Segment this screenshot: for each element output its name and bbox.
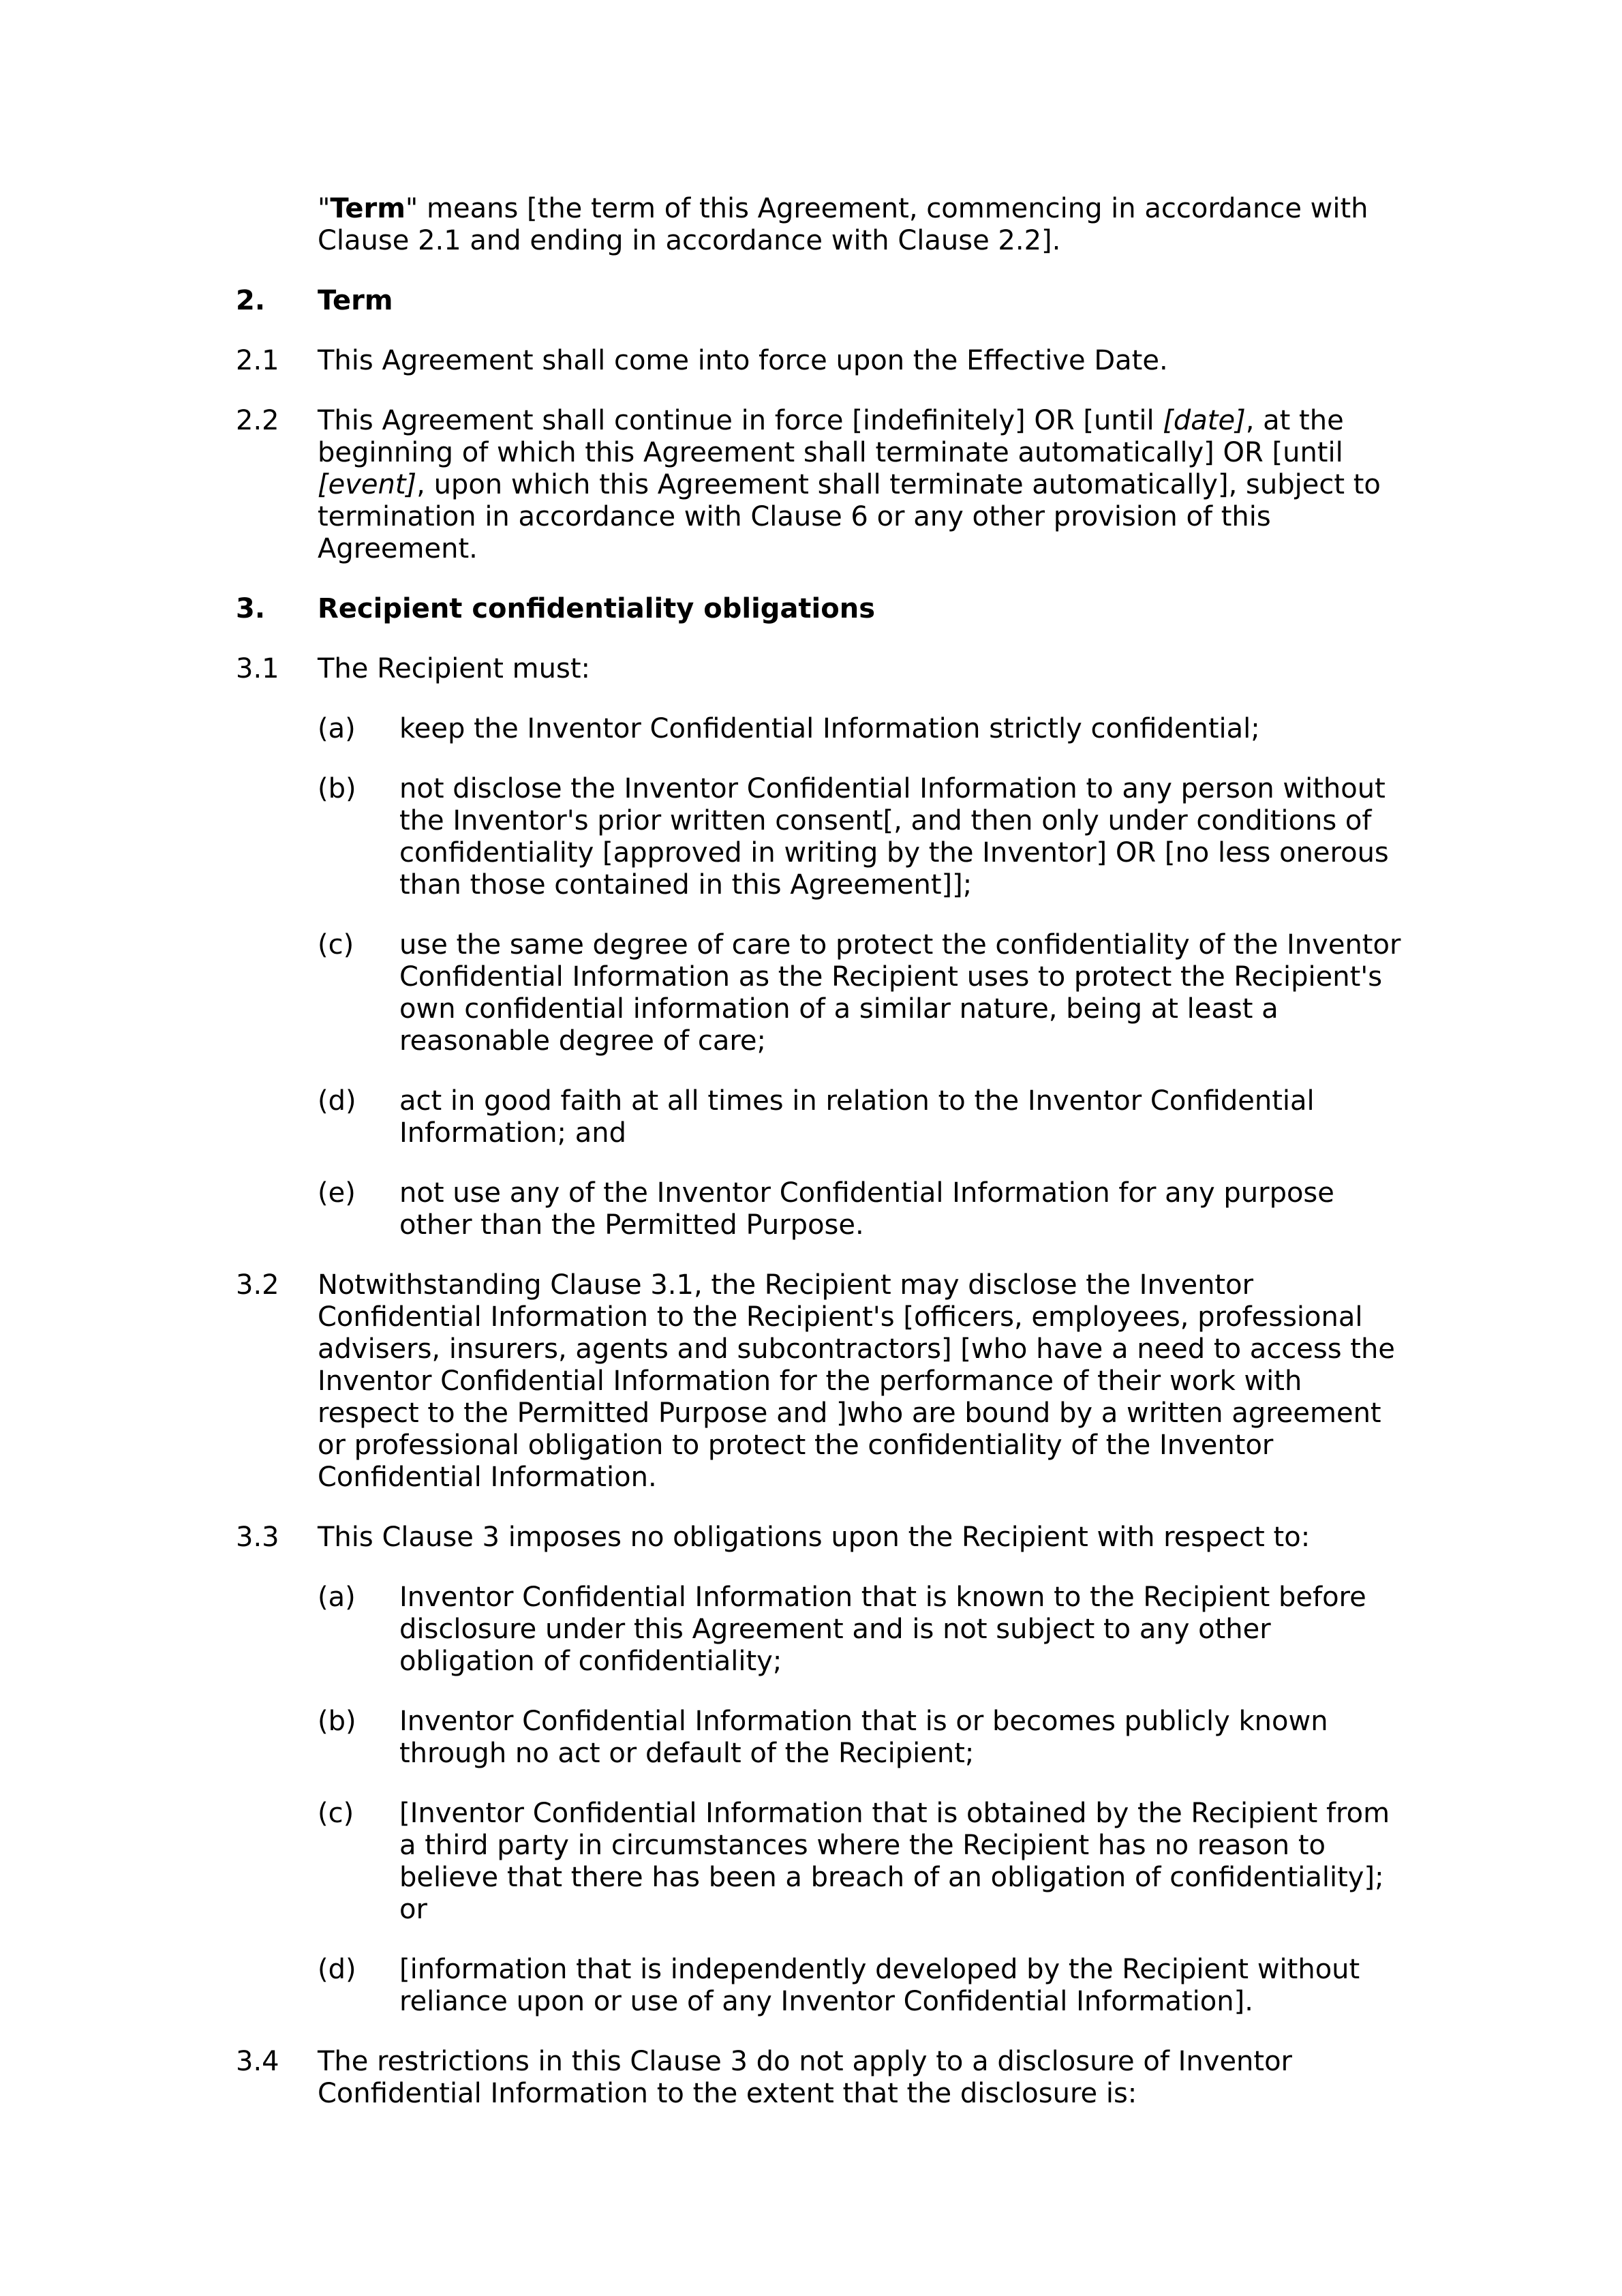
item-text: Inventor Confidential Information that is or becomes publicly known through no act or default of the Recipient; [399,1706,1328,1769]
clause-text-part: This Agreement shall continue in force [indefinitely] OR [until [318,405,1163,436]
clause-2-2 [236,405,1408,565]
list-item-3-3-d [236,1954,1408,2018]
item-label: (e) [318,1177,356,1209]
item-label: (b) [318,773,356,804]
list-item-3-1-c [236,929,1408,1057]
document-body [236,193,1408,2138]
defined-term: Term [330,193,406,224]
item-label: (a) [318,1582,356,1613]
clause-text-part: , at the beginning of which this Agreement shall terminate automatically] OR [until [318,405,1344,468]
section-title: Term [318,285,393,316]
item-text: [information that is independently developed by the Recipient without reliance upon or use of any Inventor Confidential Information]. [399,1954,1360,2017]
item-label: (c) [318,929,354,961]
item-text: act in good faith at all times in relation to the Inventor Confidential Information; and [399,1085,1315,1149]
item-text: keep the Inventor Confidential Information strictly confidential; [399,713,1260,744]
list-item-3-3-b [236,1706,1408,1770]
list-item-3-3-a [236,1582,1408,1678]
clause-text: This Agreement shall come into force upon the Effective Date. [318,345,1168,376]
item-label: (a) [318,713,356,744]
clause-text: Notwithstanding Clause 3.1, the Recipient may disclose the Inventor Confidential Information to the Recipient's [officers, employees, professional advisers, insurers, agents and subcontractors] [who have a need to access the Inventor Confidential Information for the performance of their work with respect to the Permitted Purpose and ]who are bound by a written agreement or professional obligation to protect the confidentiality of the Inventor Confidential Information. [318,1269,1395,1493]
clause-text: The Recipient must: [318,653,590,684]
clause-number: 3.1 [236,653,279,684]
list-item-3-1-a [236,713,1408,745]
section-number: 2. [236,285,266,316]
definition-quote: " [318,193,331,224]
item-label: (d) [318,1085,356,1117]
clause-number: 2.2 [236,405,279,436]
list-item-3-1-e [236,1177,1408,1241]
placeholder-event: [event] [318,469,417,500]
definition-text [318,193,1408,257]
clause-3-1 [236,653,1408,685]
clause-3-2 [236,1269,1408,1494]
item-label: (d) [318,1954,356,1985]
clause-number: 3.3 [236,1522,279,1553]
clause-number: 3.4 [236,2046,279,2077]
placeholder-date: [date] [1163,405,1246,436]
clause-number: 2.1 [236,345,279,376]
clause-number: 3.2 [236,1269,279,1301]
item-label: (b) [318,1706,356,1737]
item-text: not use any of the Inventor Confidential Information for any purpose other than the Permitted Purpose. [399,1177,1334,1241]
clause-text-part: , upon which this Agreement shall terminate automatically], subject to termination in accordance with Clause 6 or any other provision of this Agreement. [318,469,1381,564]
clause-2-1 [236,345,1408,377]
item-text: [Inventor Confidential Information that is obtained by the Recipient from a third party in circumstances where the Recipient has no reason to believe that there has been a breach of an obligation of confidentiality]; or [399,1798,1390,1925]
item-text: not disclose the Inventor Confidential Information to any person without the Inventor's prior written consent[, and then only under conditions of confidentiality [approved in writing by the Inventor] OR [no less onerous than those contained in this Agreement]]; [399,773,1389,901]
clause-text: This Clause 3 imposes no obligations upon the Recipient with respect to: [318,1522,1311,1553]
clause-3-4 [236,2046,1408,2110]
clause-text [318,405,1408,565]
definition-term [236,193,1408,257]
item-text: Inventor Confidential Information that is known to the Recipient before disclosure under this Agreement and is not subject to any other obligation of confidentiality; [399,1582,1366,1677]
item-text: use the same degree of care to protect the confidentiality of the Inventor Confidential Information as the Recipient uses to protect the Recipient's own confidential information of a similar nature, being at least a reasonable degree of care; [399,929,1401,1057]
list-item-3-1-d [236,1085,1408,1149]
clause-text: The restrictions in this Clause 3 do not apply to a disclosure of Inventor Confidential Information to the extent that the disclosure is: [318,2046,1292,2109]
section-heading-2 [236,285,1408,317]
clause-3-3 [236,1522,1408,1554]
definition-body: " means [the term of this Agreement, commencing in accordance with Clause 2.1 and ending in accordance with Clause 2.2]. [318,193,1368,256]
section-number: 3. [236,593,266,624]
section-heading-3 [236,593,1408,625]
section-title: Recipient confidentiality obligations [318,593,876,624]
list-item-3-3-c [236,1798,1408,1926]
list-item-3-1-b [236,773,1408,901]
item-label: (c) [318,1798,354,1829]
